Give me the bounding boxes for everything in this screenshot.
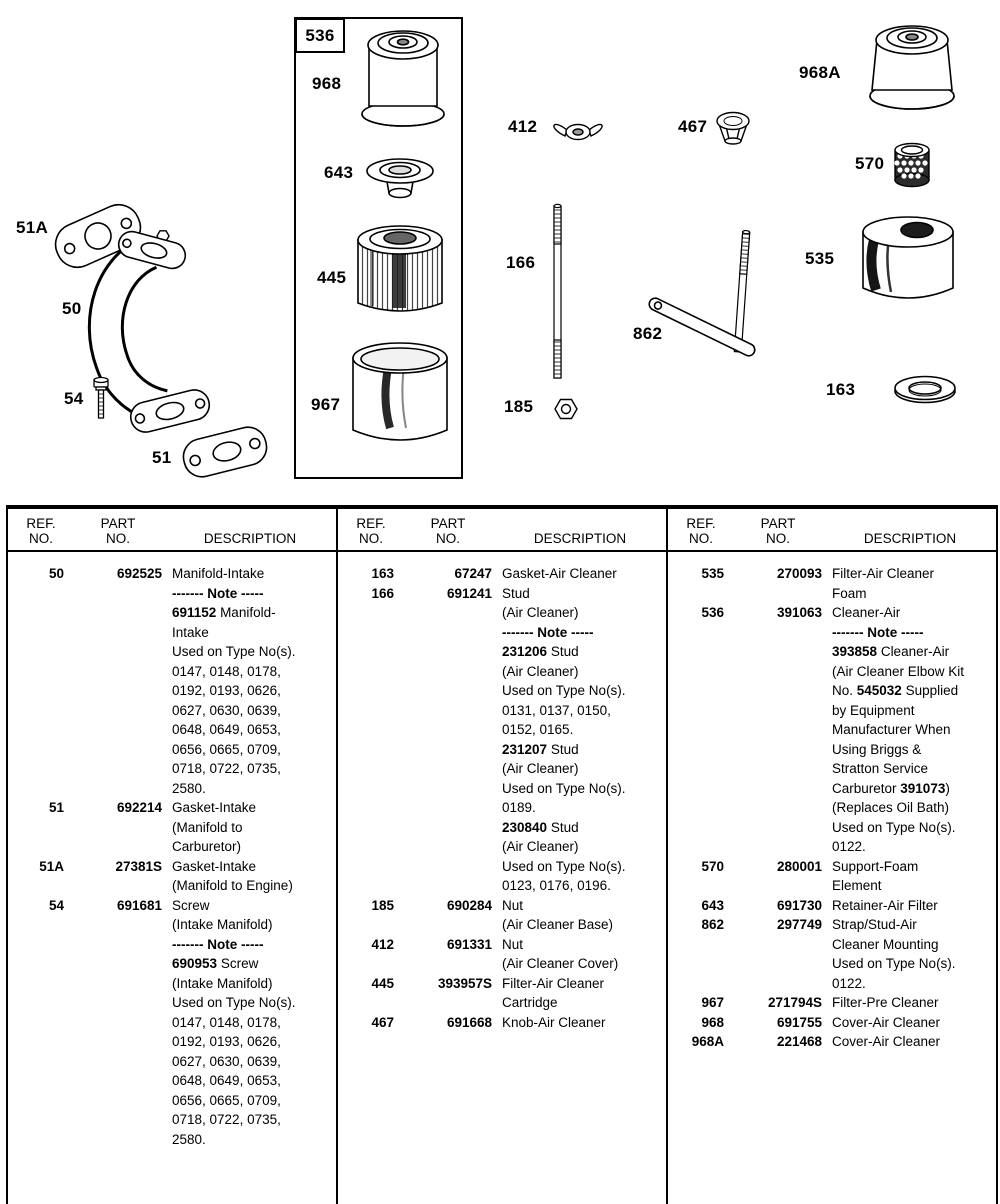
ref-no: 50 [48, 566, 64, 581]
part-entry-643 [678, 896, 990, 916]
part-54-screw-illustration [94, 378, 108, 419]
part-no: 691730 [776, 897, 822, 913]
parts-column [338, 509, 668, 1204]
part-570-support-illustration [894, 144, 929, 187]
part-label-51: 51 [152, 448, 172, 467]
description: Screw (Intake Manifold) ------- Note ----- 690953 Screw (Intake Manifold) Used on Type No(s). 0147, 0148, 0178, 0192, 0193, 0626, 0627, 0630, 0639, 0648, 0649, 0653, 0656, 0665, 0709, 0718, 0722, 0735, 2580. [172, 897, 296, 1147]
part-967-precleaner-illustration [353, 343, 447, 440]
parts-table [6, 505, 998, 1204]
part-entry-51 [18, 798, 330, 857]
part-entry-51A [18, 857, 330, 896]
part-entry-412 [348, 935, 660, 974]
part-entry-54 [18, 896, 330, 1150]
part-643-retainer-illustration [367, 159, 433, 198]
part-166-stud-illustration [554, 204, 561, 378]
part-no: 691241 [446, 585, 492, 601]
ref-no: 445 [371, 975, 394, 991]
part-entry-862 [678, 915, 990, 993]
ref-no: 54 [48, 897, 64, 913]
description: Filter-Pre Cleaner [832, 995, 939, 1010]
description: Nut (Air Cleaner Cover) [502, 936, 619, 971]
part-163-gasket-illustration [895, 377, 955, 403]
part-label-185: 185 [504, 397, 534, 416]
ref-no: 536 [701, 605, 724, 620]
description: Stud (Air Cleaner) ------- Note ----- 231206 Stud (Air Cleaner) Used on Type No(s). 0131, 0137, 0150, 0152, 0165. 231207 Stud (Air Cleaner) Used on Type No(s). 0189. 230840 Stud (Air Cleaner) Used on Type No(s). 0123, 0176, 0196. [502, 585, 626, 893]
parts-column [8, 509, 338, 1204]
description: Strap/Stud-Air Cleaner Mounting Used on Type No(s). 0122. [832, 917, 956, 991]
part-label-166: 166 [506, 253, 536, 272]
description: Gasket-Air Cleaner [502, 566, 617, 581]
header-description: DESCRIPTION [203, 531, 297, 546]
part-label-968: 968 [312, 74, 342, 93]
part-no: 692214 [116, 800, 162, 815]
part-label-968A: 968A [799, 63, 841, 82]
ref-no: 467 [371, 1014, 394, 1030]
part-label-467: 467 [678, 117, 708, 136]
part-no: 67247 [454, 566, 492, 581]
description: Knob-Air Cleaner [502, 1014, 606, 1030]
part-entry-50 [18, 564, 330, 798]
part-label-862: 862 [633, 324, 663, 343]
header-part-no: PART NO. [100, 516, 136, 546]
part-label-536: 536 [295, 18, 345, 53]
part-535-foam-filter-illustration [863, 217, 953, 298]
part-label-570: 570 [855, 154, 885, 173]
part-no: 27381S [115, 858, 162, 874]
part-no: 691331 [446, 936, 492, 952]
description: Gasket-Intake (Manifold to Carburetor) [172, 800, 257, 854]
header-ref-no: REF. NO. [356, 516, 386, 546]
parts-entries [668, 552, 996, 1204]
part-label-51A: 51A [16, 218, 49, 237]
table-header [8, 509, 336, 552]
part-no: 691755 [776, 1014, 822, 1030]
description: Gasket-Intake (Manifold to Engine) [172, 858, 293, 893]
part-no: 297749 [776, 917, 822, 932]
part-445-cartridge-illustration [358, 226, 442, 311]
part-label-163: 163 [826, 380, 856, 399]
part-no: 691681 [116, 897, 162, 913]
part-entry-467 [348, 1013, 660, 1033]
header-part-no: PART NO. [760, 516, 796, 546]
part-no: 393957S [437, 975, 492, 991]
part-label-54: 54 [64, 389, 84, 408]
exploded-parts-illustration [0, 0, 1000, 505]
ref-no: 643 [701, 897, 724, 913]
part-51-gasket-illustration [180, 423, 271, 480]
ref-no: 163 [371, 566, 394, 581]
diagram [0, 0, 1000, 505]
ref-no: 570 [701, 858, 724, 874]
ref-no: 968A [691, 1034, 724, 1049]
part-label-50: 50 [62, 299, 82, 318]
header-part-no: PART NO. [430, 516, 466, 546]
part-185-nut-illustration [555, 400, 577, 419]
parts-column [668, 509, 996, 1204]
ref-no: 51A [39, 858, 64, 874]
part-entry-968A [678, 1032, 990, 1052]
part-label-445: 445 [317, 268, 347, 287]
description: Nut (Air Cleaner Base) [502, 897, 614, 932]
part-968-cover-illustration [362, 31, 444, 126]
table-header [338, 509, 666, 552]
description: Cover-Air Cleaner [832, 1034, 941, 1049]
parts-entries [8, 552, 336, 1204]
part-label-412: 412 [508, 117, 538, 136]
part-entry-536 [678, 603, 990, 857]
part-968a-cover-illustration [870, 26, 954, 109]
part-entry-967 [678, 993, 990, 1013]
part-no: 280001 [776, 858, 822, 874]
ref-no: 185 [371, 897, 394, 913]
ref-no: 535 [701, 566, 724, 581]
ref-no: 51 [48, 800, 64, 815]
part-467-knob-illustration [717, 113, 749, 145]
part-412-wingnut-illustration [554, 124, 602, 139]
part-entry-968 [678, 1013, 990, 1033]
description: Cleaner-Air ------- Note ----- 393858 Cleaner-Air (Air Cleaner Elbow Kit No. 545032 Supplied by Equipment Manufacturer When Using Briggs & Stratton Service Carburetor 391073) (Replaces Oil Bath) Used on Type No(s). 0122. [832, 605, 965, 854]
header-description: DESCRIPTION [863, 531, 957, 546]
header-ref-no: REF. NO. [686, 516, 716, 546]
part-no: 391063 [776, 605, 822, 620]
description: Cover-Air Cleaner [832, 1014, 941, 1030]
part-no: 270093 [776, 566, 822, 581]
table-header [668, 509, 996, 552]
part-no: 221468 [776, 1034, 822, 1049]
ref-no: 166 [371, 585, 394, 601]
part-no: 271794S [767, 995, 822, 1010]
description: Manifold-Intake ------- Note ----- 691152 Manifold- Intake Used on Type No(s). 0147, 0148, 0178, 0192, 0193, 0626, 0627, 0630, 0639, 0648, 0649, 0653, 0656, 0665, 0709, 0718, 0722, 0735, 2580. [172, 566, 296, 796]
part-entry-570 [678, 857, 990, 896]
part-entry-166 [348, 584, 660, 896]
ref-no: 967 [701, 995, 724, 1010]
part-entry-535 [678, 564, 990, 603]
part-label-535: 535 [805, 249, 835, 268]
part-entry-163 [348, 564, 660, 584]
description: Filter-Air Cleaner Cartridge [502, 975, 605, 1010]
ref-no: 968 [701, 1014, 724, 1030]
description: Support-Foam Element [832, 858, 919, 893]
part-label-643: 643 [324, 163, 354, 182]
ref-no: 412 [371, 936, 394, 952]
part-entry-185 [348, 896, 660, 935]
parts-entries [338, 552, 666, 1204]
part-no: 691668 [446, 1014, 492, 1030]
ref-no: 862 [701, 917, 724, 932]
part-no: 692525 [116, 566, 162, 581]
part-entry-445 [348, 974, 660, 1013]
part-862-strap-illustration [647, 230, 757, 358]
description: Filter-Air Cleaner Foam [832, 566, 935, 601]
part-50-manifold-illustration [106, 229, 213, 436]
header-description: DESCRIPTION [533, 531, 627, 546]
header-ref-no: REF. NO. [26, 516, 56, 546]
part-no: 690284 [446, 897, 492, 913]
part-label-967: 967 [311, 395, 341, 414]
description: Retainer-Air Filter [832, 897, 938, 913]
